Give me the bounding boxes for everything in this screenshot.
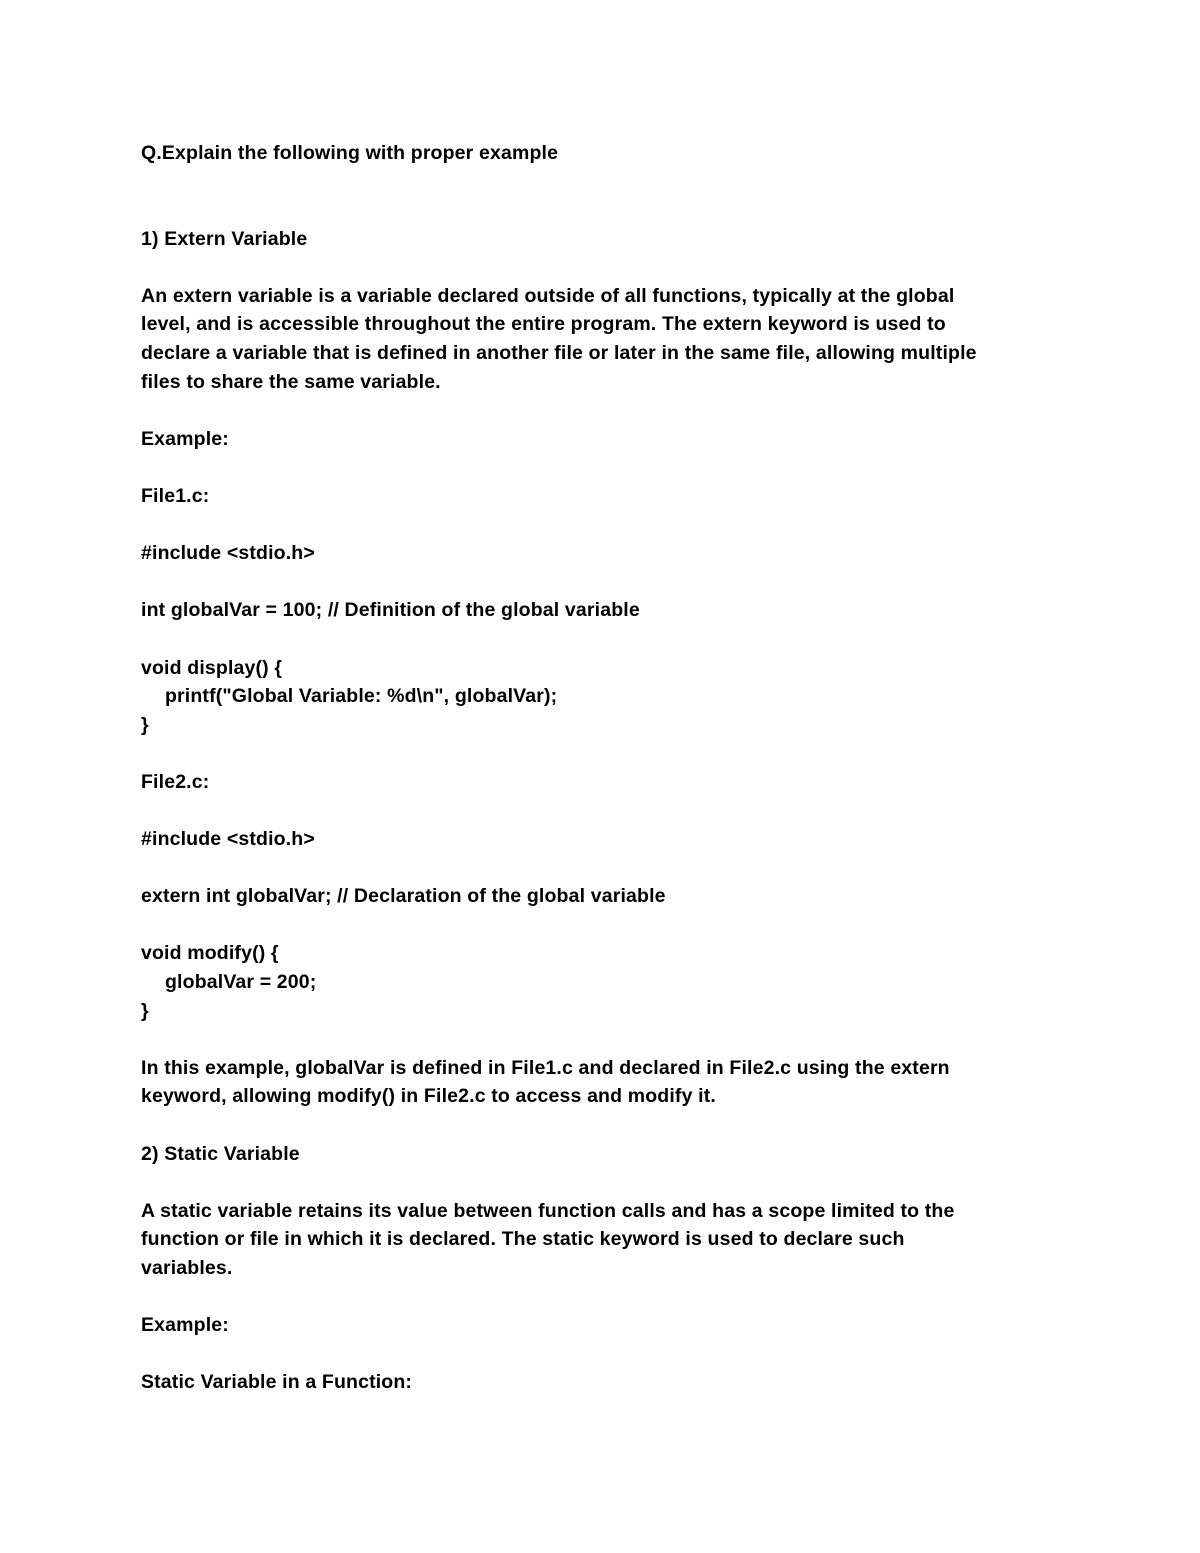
text-line: variables. bbox=[141, 1256, 233, 1279]
section-heading-extern: 1) Extern Variable bbox=[141, 227, 308, 250]
text-line: files to share the same variable. bbox=[141, 370, 441, 393]
code-line: } bbox=[141, 999, 149, 1022]
code-line: void display() { bbox=[141, 656, 283, 679]
static-description bbox=[141, 1197, 1061, 1283]
file1-definition: int globalVar = 100; // Definition of the global variable bbox=[141, 599, 640, 622]
file2-name: File2.c: bbox=[141, 770, 210, 793]
static-subheading: Static Variable in a Function: bbox=[141, 1371, 413, 1394]
section-heading-static: 2) Static Variable bbox=[141, 1142, 300, 1165]
text-line: declare a variable that is defined in another file or later in the same file, allowing multiple bbox=[141, 341, 977, 364]
code-line: void modify() { bbox=[141, 942, 279, 965]
extern-explanation bbox=[141, 1054, 1061, 1111]
text-line: A static variable retains its value between function calls and has a scope limited to the bbox=[141, 1199, 955, 1222]
text-line: In this example, globalVar is defined in File1.c and declared in File2.c using the extern bbox=[141, 1056, 950, 1079]
extern-description bbox=[141, 282, 1061, 396]
file2-include: #include <stdio.h> bbox=[141, 828, 315, 851]
code-line: printf("Global Variable: %d\n", globalVar); bbox=[165, 685, 558, 708]
document-page bbox=[141, 139, 1061, 1426]
code-line: globalVar = 200; bbox=[165, 971, 317, 994]
file1-name: File1.c: bbox=[141, 484, 210, 507]
file2-declaration: extern int globalVar; // Declaration of the global variable bbox=[141, 885, 666, 908]
file1-include: #include <stdio.h> bbox=[141, 542, 315, 565]
file2-function-block bbox=[141, 939, 1061, 1025]
example-label: Example: bbox=[141, 1314, 229, 1337]
text-line: function or file in which it is declared. The static keyword is used to declare such bbox=[141, 1228, 905, 1251]
text-line: An extern variable is a variable declared outside of all functions, typically at the global bbox=[141, 284, 955, 307]
example-label: Example: bbox=[141, 427, 229, 450]
file1-function-block bbox=[141, 654, 1061, 740]
text-line: level, and is accessible throughout the entire program. The extern keyword is used to bbox=[141, 313, 946, 336]
question-title: Q.Explain the following with proper example bbox=[141, 142, 559, 164]
code-line: } bbox=[141, 713, 149, 736]
text-line: keyword, allowing modify() in File2.c to access and modify it. bbox=[141, 1085, 716, 1108]
